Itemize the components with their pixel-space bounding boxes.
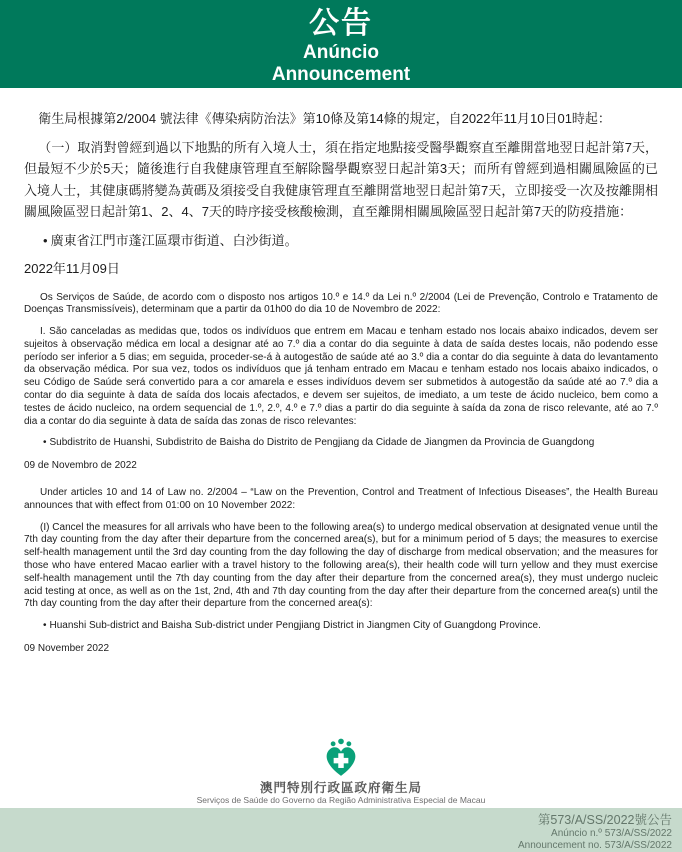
bullet-icon: • [43, 620, 47, 632]
footer [0, 737, 682, 808]
portuguese-section [24, 292, 658, 474]
chinese-area-list-item [24, 230, 658, 252]
bureau-name-pt: Serviços de Saúde do Governo da Região Administrativa Especial de Macau [196, 795, 486, 805]
english-intro-paragraph: Under articles 10 and 14 of Law no. 2/2004 – “Law on the Prevention, Control and Treatment of Infectious Diseases”, the Health Bureau announces that with effect from 01:00 on 10 November 2022: [24, 487, 658, 511]
portuguese-intro-paragraph: Os Serviços de Saúde, de acordo com o disposto nos artigos 10.º e 14.º da Lei n.º 2/2004 (Lei de Prevenção, Controlo e Tratamento de Doenças Transmissíveis), determinam que a partir da 01h00 do dia 10 de Novembro de 2022: [24, 291, 658, 316]
reference-number-zh: 第573/A/SS/2022號公告 [537, 813, 672, 827]
chinese-date: 2022年11月09日 [24, 261, 120, 276]
portuguese-area-list-item [24, 437, 658, 450]
english-area-text: Huanshi Sub-district and Baisha Sub-district under Pengjiang District in Jiangmen City of Guangdong Province. [49, 620, 541, 632]
chinese-measures-paragraph: （一）取消對曾經到過以下地點的所有入境人士，須在指定地點接受醫學觀察直至離開當地翌日起計第7天，但最短不少於5天；隨後進行自我健康管理直至解除醫學觀察翌日起計第3天；而所有曾經到過相關風險區的已入境人士，其健康碼將變為黃碼及須接受自我健康管理直至離開當地翌日起計第7天，立即接受一次及按離開相關風險區翌日起計第1、2、4、7天的時序接受核酸檢測，直至離開相關風險區翌日起計第7天的防疫措施： [24, 139, 658, 219]
page-title-en: Announcement [271, 64, 411, 85]
bureau-name-zh: 澳門特別行政區政府衛生局 [259, 781, 422, 795]
bullet-icon: • [43, 437, 47, 449]
health-bureau-logo-icon [0, 737, 682, 779]
reference-number-pt: Anúncio n.º 573/A/SS/2022 [551, 828, 672, 839]
chinese-area-text: 廣東省江門市蓬江區環市街道、白沙街道。 [50, 232, 298, 248]
english-date: 09 November 2022 [24, 643, 110, 655]
chinese-section [24, 108, 658, 280]
english-area-list-item [24, 620, 658, 633]
page-title-pt: Anúncio [303, 42, 379, 63]
portuguese-date: 09 de Novembro de 2022 [24, 460, 137, 472]
chinese-intro-paragraph: 衛生局根據第2/2004 號法律《傳染病防治法》第10條及第14條的規定，自2022年11月10日01時起： [38, 111, 611, 126]
bullet-icon: • [43, 232, 48, 248]
english-section [24, 487, 658, 656]
reference-bar [0, 808, 682, 852]
document-body [0, 88, 682, 656]
portuguese-measures-paragraph: I. São canceladas as medidas que, todos os indivíduos que entrem em Macau e tenham estado nos locais abaixo indicados, devem ser sujeitos à observação médica em local a designar até ao 7.º dia a contar do dia seguinte à data de saída destes locais, não podendo esse período ser inferior a 5 dias; em seguida, proceder-se-á à autogestão de saúde até ao 3.º dia a contar do dia seguinte à data do levantamento da observação médica. Por sua vez, todos os indivíduos que já tenham entrado em Macau e tenham estado nos locais abaixo indicados, o seu Código de Saúde será convertido para a cor amarela e esses indivíduos devem ser submetidos à autogestão da saúde até ao 7.º dia a contar do dia seguinte à data de saída dos locais afectados, e devem ser sujeitos, de imediato, a um teste de ácido nucleico, bem como a testes de ácido nucleico, na ordem sequencial de 1.º, 2.º, 4.º e 7.º dias a partir do dia seguinte à saída da zona de risco relevante, até ao 7.º dia a contar do dia seguinte à data de saída das zonas de risco relevantes: [24, 326, 658, 427]
english-measures-paragraph: (I) Cancel the measures for all arrivals who have been to the following area(s) to undergo medical observation at designated venue until the 7th day counting from the day after their departure from the concerned area(s), but for a minimum period of 5 days; the measures to exercise self-health management until the 3rd day counting from the day following the day of discharge from medical observation; and the measures for those who have entered Macao earlier with a travel history to the following area(s), their health code will turn yellow and they must exercise self-health management until the 7th day counting from the day after their departure from the concerned area(s), they must undergo nucleic acid testing at once, as well as on the 1st, 2nd, 4th and 7th day counting from the day after their departure from the concerned area(s) until the 7th day counting from the day after their departure from the concerned area(s): [24, 521, 658, 610]
page-title-zh: 公告 [309, 7, 373, 40]
portuguese-area-text: Subdistrito de Huanshi, Subdistrito de Baisha do Distrito de Pengjiang da Cidade de Jiangmen da Provincia de Guangdong [49, 437, 595, 449]
reference-number-en: Announcement no. 573/A/SS/2022 [517, 839, 672, 851]
header-banner [0, 0, 682, 88]
